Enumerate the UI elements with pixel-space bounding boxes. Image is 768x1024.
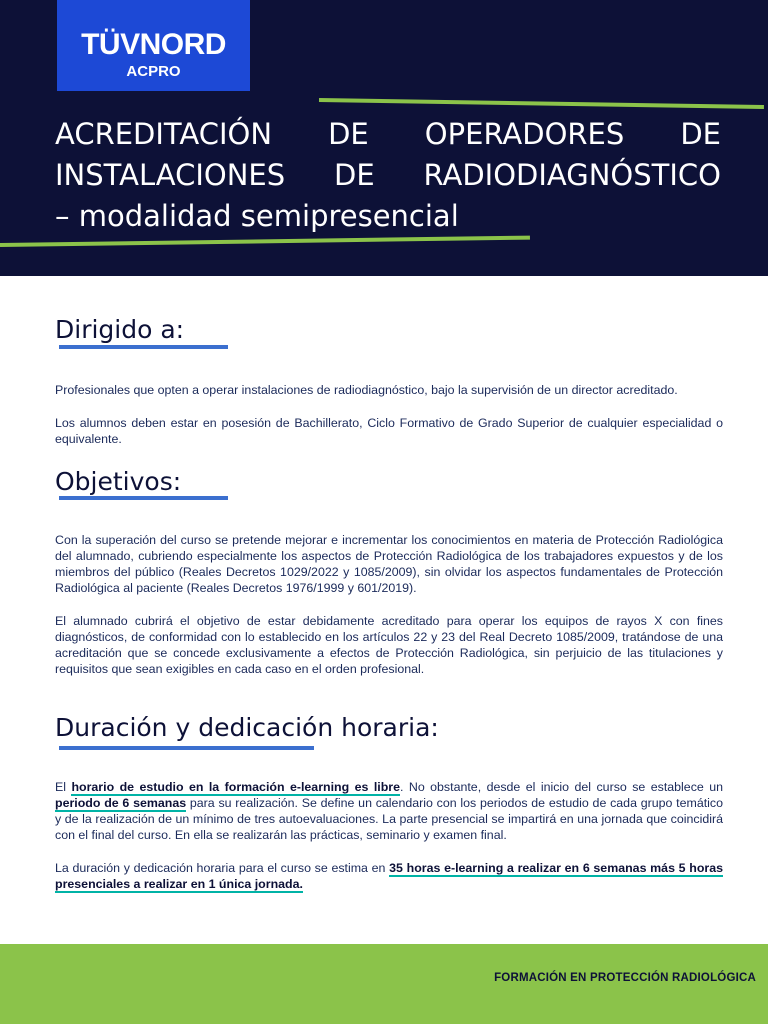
footer-band [0,944,768,1024]
objetivos-paragraph-1: Con la superación del curso se pretende mejorar e incrementar los conocimientos en materia de Protección Radiológica del alumnado, cubriendo especialmente los aspectos de Protección Radiológica de los trabajadores expuestos y de los miembros del público (Reales Decretos 1029/2022 y 1085/2009), sin olvidar los aspectos fundamentales de Protección Radiológica al paciente (Reales Decretos 1976/1999 y 601/2019). [55,533,723,595]
title-line-3: – modalidad semipresencial [55,199,459,233]
section-underline [59,345,228,349]
section-heading-objetivos: Objetivos: [55,467,182,496]
duracion-paragraph-2 [55,860,723,892]
text-run: para su realización. Se define un calendario con los periodos de estudio de cada grupo temático y de la realización de un mínimo de tres autoevaluaciones. La parte presencial se impartirá en una jornada que coincidirá con el final del curso. En ella se realizarán las prácticas, seminario y examen final. [55,796,724,842]
footer-text: FORMACIÓN EN PROTECCIÓN RADIOLÓGICA [494,972,756,984]
dirigido-paragraph-1: Profesionales que opten a operar instalaciones de radiodiagnóstico, bajo la supervisión de un director acreditado. [55,383,678,397]
section-heading-duracion: Duración y dedicación horaria: [55,713,439,742]
section-underline [59,496,228,500]
title-line-1: ACREDITACIÓN DE OPERADORES DE [55,117,721,151]
decorative-green-line [0,236,530,247]
text-run: . No obstante, desde el inicio del curso se establece un [400,780,723,794]
duracion-paragraph-1 [55,779,723,843]
highlight-horas-total: 35 horas e-learning a realizar en 6 semanas más 5 horas presenciales a realizar en 1 única jornada. [55,861,723,891]
objetivos-paragraph-2: El alumnado cubrirá el objetivo de estar debidamente acreditado para operar los equipos de rayos X con fines diagnósticos, de conformidad con lo establecido en los artículos 22 y 23 del Real Decreto 1085/2009, tratándose de una acreditación que se concede exclusivamente a efectos de Protección Radiológica, sin perjuicio de las titulaciones y requisitos que sean exigibles en cada caso en el orden profesional. [55,614,723,676]
title-line-2: INSTALACIONES DE RADIODIAGNÓSTICO [55,158,721,192]
highlight-periodo-semanas: periodo de 6 semanas [55,796,187,810]
page-title [55,114,721,237]
logo-brand-text: TÜVNORD [81,28,226,61]
text-run: El [55,780,72,794]
highlight-horario-libre: horario de estudio en la formación e-learning es libre [71,780,400,794]
section-underline [59,746,314,750]
text-run: La duración y dedicación horaria para el curso se estima en [55,861,390,875]
header-banner [0,0,768,276]
decorative-green-line [319,98,764,109]
tuv-nord-logo [57,0,250,91]
logo-sub-text: ACPRO [126,63,181,80]
dirigido-paragraph-2: Los alumnos deben estar en posesión de Bachillerato, Ciclo Formativo de Grado Superior de cualquier especialidad o equivalente. [55,416,723,446]
section-heading-dirigido: Dirigido a: [55,315,185,344]
